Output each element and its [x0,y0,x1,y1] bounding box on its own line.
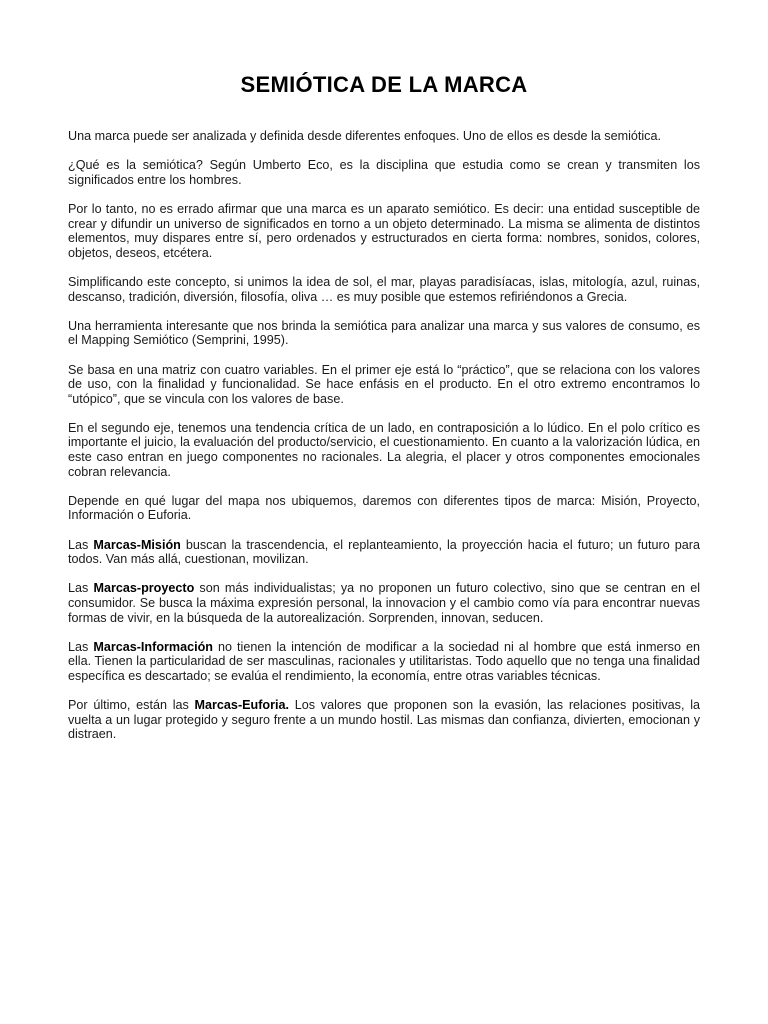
paragraph-lead: Las [68,639,94,654]
term-marcas-mision: Marcas-Misión [93,537,181,552]
term-marcas-informacion: Marcas-Información [93,639,213,654]
paragraph-marcas-proyecto [68,581,700,625]
paragraph-mapping: Una herramienta interesante que nos brinda la semiótica para analizar una marca y sus valores de consumo, es el Mapping Semiótico (Semprini, 1995). [68,318,700,348]
paragraph-intro: Una marca puede ser analizada y definida desde diferentes enfoques. Uno de ellos es desde la semiótica. [68,129,661,143]
paragraph-first-axis: Se basa en una matriz con cuatro variables. En el primer eje está lo “práctico”, que se relaciona con los valores de uso, con la finalidad y funcionalidad. Se hace enfásis en el producto. En el otro extremo encontramos lo “utópico”, que se vincula con los valores de base. [68,362,700,406]
paragraph-marcas-mision [68,538,700,567]
paragraph-rest: buscan la trascendencia, el replanteamiento, la proyección hacia el futuro; un futuro para todos. Van más allá, cuestionan, movilizan. [68,537,700,567]
paragraph-marcas-euforia [68,698,700,742]
term-marcas-euforia: Marcas-Euforia. [194,698,290,713]
paragraph-rest: no tienen la intención de modificar a la sociedad ni al hombre que está inmerso en ella. Tienen la particularidad de ser masculinas, racionales y utilitaristas. Todo aquello que no tenga una finalidad específica es descartado; se evalúa el rendimiento, la economía, entre otras variables técnicas. [68,639,700,683]
paragraph-example-greece: Simplificando este concepto, si unimos la idea de sol, el mar, playas paradisíacas, islas, mitología, azul, ruinas, descanso, tradición, diversión, filosofía, oliva … es muy posible que estemos refiriéndonos a Grecia. [68,274,700,304]
paragraph-lead: Las [68,581,94,596]
document-title: SEMIÓTICA DE LA MARCA [240,72,528,97]
paragraph-semiotic-device: Por lo tanto, no es errado afirmar que una marca es un aparato semiótico. Es decir: una entidad susceptible de crear y difundir un universo de significados en torno a un objeto determinado. La misma se alimenta de distintos elementos, muy dispares entre sí, pero ordenados y estructurados en cierta forma: nombres, sonidos, colores, objetos, deseos, etcétera. [68,201,700,260]
term-marcas-proyecto: Marcas-proyecto [93,581,195,596]
paragraph-rest: Los valores que proponen son la evasión, las relaciones positivas, la vuelta a un lugar protegido y seguro frente a un mundo hostil. Las mismas dan confianza, divierten, emocionan y distraen. [68,698,700,742]
paragraph-brand-types: Depende en qué lugar del mapa nos ubiquemos, daremos con diferentes tipos de marca: Misión, Proyecto, Información o Euforia. [68,493,700,523]
paragraph-marcas-informacion [68,640,700,684]
paragraph-rest: son más individualistas; ya no proponen un futuro colectivo, sino que se centran en el consumidor. Se busca la máxima expresión personal, la innovacion y el cambio como vía para encontrar nuevas formas de vivir, en la búsqueda de la autorealización. Sorprenden, innovan, seducen. [68,581,700,625]
paragraph-second-axis: En el segundo eje, tenemos una tendencia crítica de un lado, en contraposición a lo lúdico. En el polo crítico es importante el juicio, la evaluación del producto/servicio, el cuestionamiento. En cuanto a la valorización lúdica, en este caso entran en juego componentes no racionales. La alegria, el placer y otros componentes emocionales cobran relevancia. [68,420,700,479]
document-body [68,129,700,757]
paragraph-lead: Por último, están las [68,698,195,713]
paragraph-definition: ¿Qué es la semiótica? Según Umberto Eco, es la disciplina que estudia como se crean y transmiten los significados entre los hombres. [68,158,700,187]
paragraph-lead: Las [68,537,94,552]
